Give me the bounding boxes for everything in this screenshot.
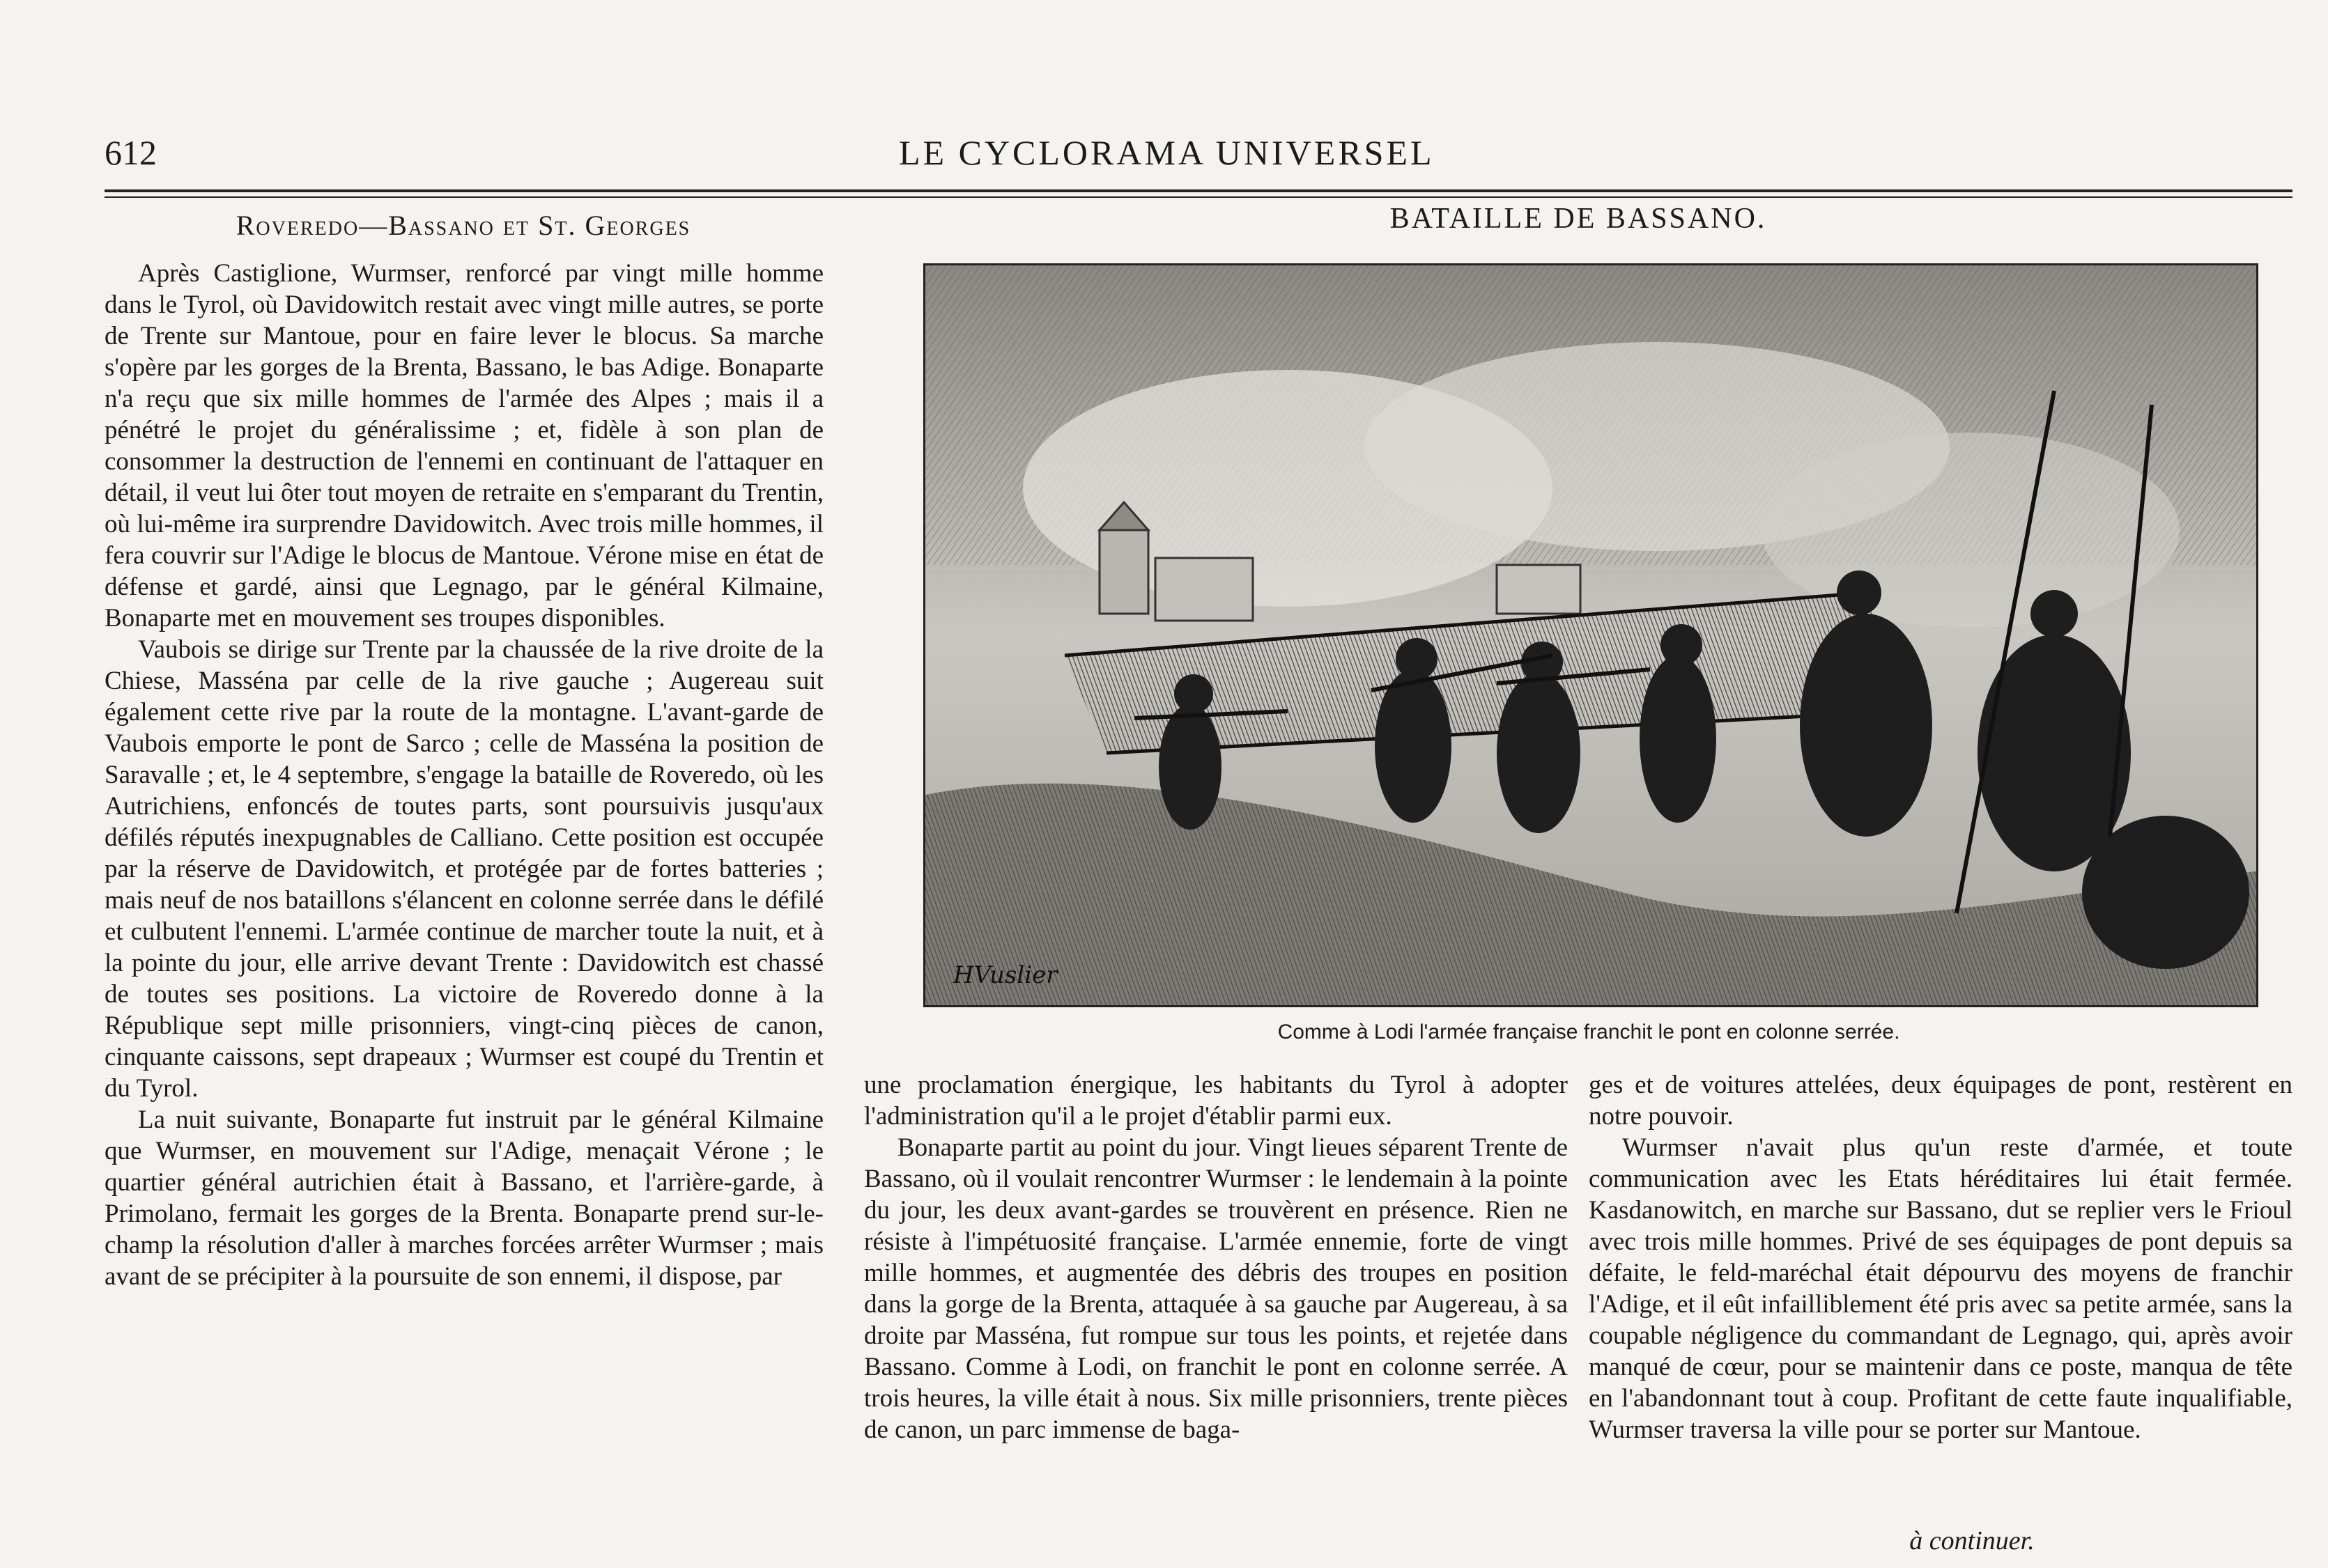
- running-head: LE CYCLORAMA UNIVERSEL: [899, 133, 1435, 172]
- artist-signature: HVuslier: [953, 961, 1058, 989]
- page-number: 612: [105, 133, 157, 172]
- engraving-image: [925, 265, 2256, 1005]
- section-title: Roveredo—Bassano et St. Georges: [236, 210, 691, 241]
- text-column-right: [1589, 1069, 2292, 1445]
- paragraph: ges et de voitures attelées, deux équipages de pont, restèrent en notre pouvoir.: [1589, 1071, 2292, 1131]
- paragraph: Après Castiglione, Wurmser, renforcé par vingt mille homme dans le Tyrol, où Davidowitch restait avec vingt mille autres, se porte de Trente sur Mantoue, pour en faire lever le blocus. Sa marche s'opère par les gorges de la Brenta, Bassano, le bas Adige. Bonaparte n'a reçu que six mille hommes de l'armée des Alpes ; mais il a pénétré le projet du généralissime ; et, fidèle à son plan de consommer la destruction de l'ennemi en continuant de l'attaquer en détail, il veut lui ôter tout moyen de retraite en s'emparant du Trentin, où lui-même ira surprendre Davidowitch. Avec trois mille hommes, il fera couvrir sur l'Adige le blocus de Mantoue. Vérone mise en état de défense et gardé, ainsi que Legnago, par le général Kilmaine, Bonaparte met en mouvement ses troupes disponibles.: [105, 259, 824, 632]
- paragraph: Wurmser n'avait plus qu'un reste d'armée, et toute communication avec les Etats héréditaires lui était fermée. Kasdanowitch, en marche sur Bassano, dut se replier vers le Frioul avec trois mille hommes. Privé de ses équipages de pont depuis sa défaite, le feld-maréchal était dépourvu des moyens de franchir l'Adige, et il eût infailliblement été pris avec sa petite armée, sans la coupable négligence du commandant de Legnago, qui, après avoir manqué de cœur, pour se maintenir dans ce poste, manqua de tête en l'abandonnant tout à coup. Profitant de cette faute inqualifiable, Wurmser traversa la ville pour se porter sur Mantoue.: [1589, 1133, 2292, 1444]
- paragraph: une proclamation énergique, les habitants du Tyrol à adopter l'administration qu'il a le projet d'établir parmi eux.: [864, 1071, 1568, 1131]
- text-column-middle: [864, 1069, 1568, 1445]
- paragraph: La nuit suivante, Bonaparte fut instruit par le général Kilmaine que Wurmser, en mouvement sur l'Adige, menaçait Vérone ; le quartier général autrichien était à Bassano, et l'arrière-garde, à Primolano, fermait les gorges de la Brenta. Bonaparte prend sur-le-champ la résolution d'aller à marches forcées arrêter Wurmser ; mais avant de se précipiter à la poursuite de son ennemi, il dispose, par: [105, 1105, 824, 1291]
- battle-engraving: [923, 263, 2258, 1007]
- illustration-title: BATAILLE DE BASSANO.: [1389, 203, 1767, 235]
- paragraph: Bonaparte partit au point du jour. Vingt lieues séparent Trente de Bassano, où il voulait rencontrer Wurmser : le lendemain à la pointe du jour, les deux avant-gardes se trouvèrent en présence. Rien ne résiste à l'impétuosité française. L'armée ennemie, forte de vingt mille hommes, et augmentée des débris des troupes en position dans la gorge de la Brenta, attaquée à sa gauche par Augereau, à sa droite par Masséna, fut rompue sur tous les points, et rejetée dans Bassano. Comme à Lodi, on franchit le pont en colonne serrée. A trois heures, la ville était à nous. Six mille prisonniers, trente pièces de canon, un parc immense de baga-: [864, 1133, 1568, 1444]
- illustration-caption: Comme à Lodi l'armée française franchit le pont en colonne serrée.: [1277, 1020, 1900, 1043]
- header-rule: [105, 189, 2292, 192]
- paragraph: Vaubois se dirige sur Trente par la chaussée de la rive droite de la Chiese, Masséna par celle de la rive gauche ; Augereau suit également cette rive par la route de la montagne. L'avant-garde de Vaubois emporte le pont de Sarco ; celle de Masséna la position de Saravalle ; et, le 4 septembre, s'engage la bataille de Roveredo, où les Autrichiens, enfoncés de toutes parts, sont poursuivis jusqu'aux défilés réputés inexpugnables de Calliano. Cette position est occupée par la réserve de Davidowitch, et protégée par de fortes batteries ; mais neuf de nos bataillons s'élancent en colonne serrée dans le défilé et culbutent l'ennemi. L'armée continue de marcher toute la nuit, et à la pointe du jour, elle arrive devant Trente : Davidowitch est chassé de toutes ses positions. La victoire de Roveredo donne à la République sept mille prisonniers, vingt-cinq pièces de canon, cinquante caissons, sept drapeaux ; Wurmser est coupé du Trentin et du Tyrol.: [105, 635, 824, 1103]
- text-column-left: [105, 258, 824, 1292]
- continued-note: à continuer.: [1909, 1526, 2035, 1555]
- header-rule-thin: [105, 196, 2292, 198]
